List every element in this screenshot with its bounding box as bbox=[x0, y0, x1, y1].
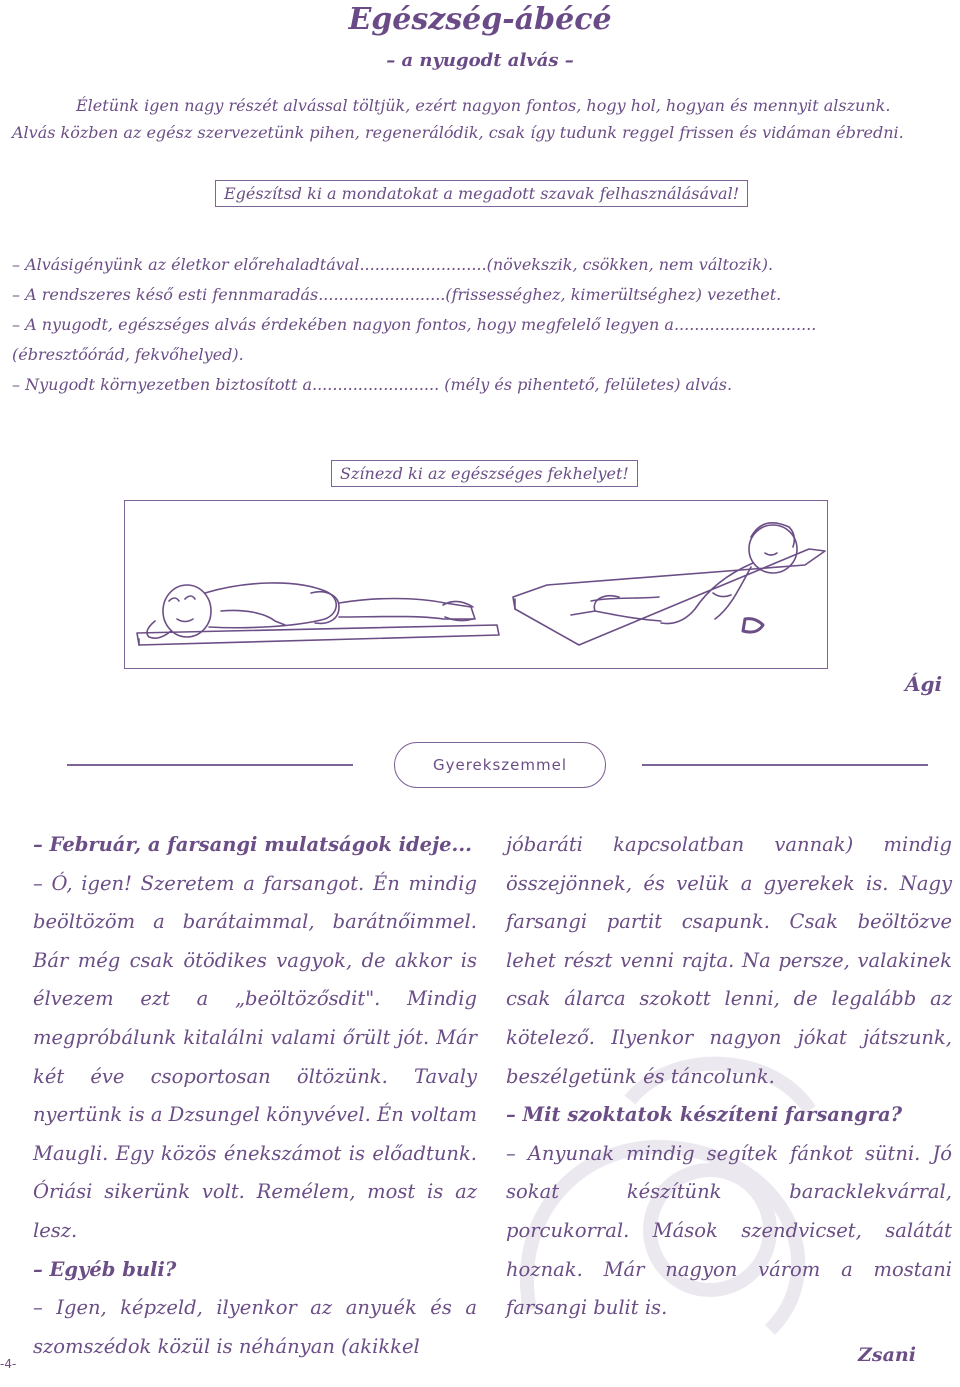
inclined-mat-drawing bbox=[513, 523, 825, 645]
fill-in-sentences bbox=[12, 250, 952, 400]
page-subtitle: – a nyugodt alvás – bbox=[386, 50, 574, 71]
sentence-2[interactable]: – A rendszeres késő esti fennmaradás.........................(frissességhez, kimerültséghez) vezethet. bbox=[12, 285, 782, 304]
intro-line-2: Alvás közben az egész szervezetünk pihen, regenerálódik, csak így tudunk reggel frissen és vidáman ébredni. bbox=[12, 123, 904, 142]
interview-answer-2-end: jóbaráti kapcsolatban vannak) mindig összejönnek, és velük a gyerekek is. Nagy farsangi partit csapunk. Csak beöltözve lehet részt venni rajta. Na persze, valakinek csak álarca szokott lenni, de legalább az kötelező. Ilyenkor nagyon jókat játszunk, beszélgetünk és táncolunk. bbox=[506, 833, 952, 1088]
task-instruction-fill: Egészítsd ki a mondatokat a megadott szavak felhasználásával! bbox=[215, 180, 748, 207]
section-divider-left bbox=[67, 764, 353, 766]
author-signature-agi: Ági bbox=[905, 672, 943, 696]
sentence-3-options: (ébresztőórád, fekvőhelyed). bbox=[12, 345, 244, 364]
interview-left-column bbox=[33, 826, 477, 1366]
intro-paragraph bbox=[12, 92, 952, 146]
sentence-3[interactable]: – A nyugodt, egészséges alvás érdekében nagyon fontos, hogy megfelelő legyen a............................ bbox=[12, 315, 817, 334]
task-instruction-color: Színezd ki az egészséges fekhelyet! bbox=[331, 460, 638, 487]
sleeping-children-illustration[interactable] bbox=[124, 500, 828, 669]
interview-question-2: – Egyéb buli? bbox=[33, 1257, 177, 1281]
interview-right-column bbox=[506, 826, 952, 1328]
interview-answer-3: – Anyunak mindig segítek fánkot sütni. Jó sokat készítünk baracklekvárral, porcukorral. Mások szendvicset, salátát hoznak. Már nagyon várom a mostani farsangi bulit is. bbox=[506, 1141, 952, 1320]
interview-answer-2-start: – Igen, képzeld, ilyenkor az anyuék és a szomszédok közül is néhányan (akikkel bbox=[33, 1296, 477, 1358]
page-title: Egészség-ábécé bbox=[348, 2, 612, 37]
section-divider-right bbox=[642, 764, 928, 766]
author-signature-zsani: Zsani bbox=[858, 1344, 916, 1366]
interview-answer-1: – Ó, igen! Szeretem a farsangot. Én mindig beöltözöm a barátaimmal, barátnőimmel. Bár még csak ötödikes vagyok, de akkor is élvezem ezt a „beöltözősdit". Mindig megpróbálunk kitalálni valami őrült jót. Már két éve csoportosan öltözünk. Tavaly nyertünk is a Dzsungel könyvével. Én voltam Maugli. Egy közös énekszámot is előadtunk. Óriási sikerünk volt. Remélem, most is az lesz. bbox=[33, 871, 477, 1242]
page-number: -4- bbox=[0, 1357, 17, 1371]
sentence-1[interactable]: – Alvásigényünk az életkor előrehaladtával.........................(növekszik, csökken, nem változik). bbox=[12, 255, 774, 274]
sentence-4[interactable]: – Nyugodt környezetben biztosított a......................... (mély és pihentető, felületes) alvás. bbox=[12, 375, 733, 394]
section-badge: Gyerekszemmel bbox=[394, 742, 606, 788]
flat-mat-drawing bbox=[137, 583, 499, 645]
interview-question-1: – Február, a farsangi mulatságok ideje... bbox=[33, 833, 472, 856]
interview-question-3: – Mit szoktatok készíteni farsangra? bbox=[506, 1103, 903, 1127]
intro-line-1: Életünk igen nagy részét alvással töltjük, ezért nagyon fontos, hogy hol, hogyan és mennyit alszunk. bbox=[76, 96, 891, 115]
